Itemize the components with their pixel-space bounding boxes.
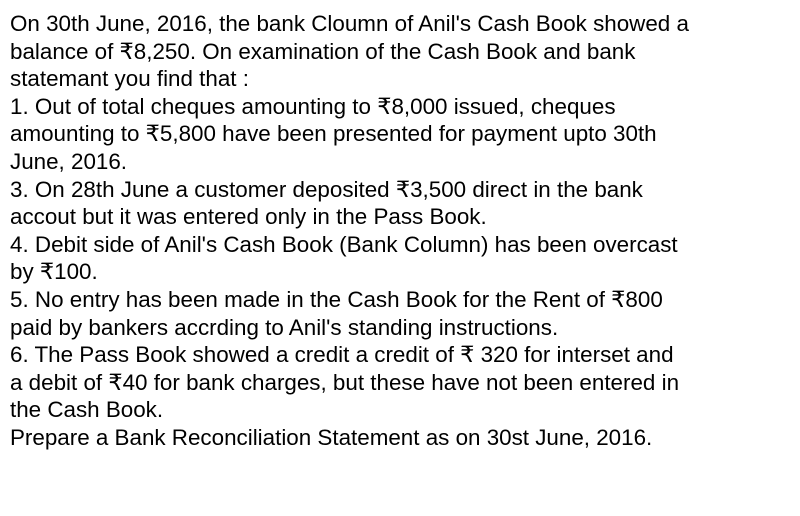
text-line: the Cash Book. xyxy=(10,397,164,423)
text-line: paid by bankers accrding to Anil's standing instructions. xyxy=(10,314,559,340)
text-line: statemant you find that : xyxy=(10,66,249,92)
text-line: 6. The Pass Book showed a credit a credit of ₹ 320 for interset and xyxy=(10,342,674,368)
text-line: 4. Debit side of Anil's Cash Book (Bank Column) has been overcast xyxy=(10,231,678,257)
text-line: amounting to ₹5,800 have been presented for payment upto 30th xyxy=(10,121,657,147)
text-line: 5. No entry has been made in the Cash Book for the Rent of ₹800 xyxy=(10,286,663,312)
text-line: 1. Out of total cheques amounting to ₹8,000 issued, cheques xyxy=(10,93,616,119)
text-line: On 30th June, 2016, the bank Cloumn of Anil's Cash Book showed a xyxy=(10,11,689,36)
text-line: accout but it was entered only in the Pass Book. xyxy=(10,204,487,230)
text-line: Prepare a Bank Reconciliation Statement as on 30st June, 2016. xyxy=(10,424,653,450)
text-line: a debit of ₹40 for bank charges, but these have not been entered in xyxy=(10,369,680,395)
text-line: 3. On 28th June a customer deposited ₹3,500 direct in the bank xyxy=(10,176,643,202)
text-line: balance of ₹8,250. On examination of the Cash Book and bank xyxy=(10,38,636,64)
text-line: by ₹100. xyxy=(10,259,98,285)
text-line: June, 2016. xyxy=(10,148,128,174)
